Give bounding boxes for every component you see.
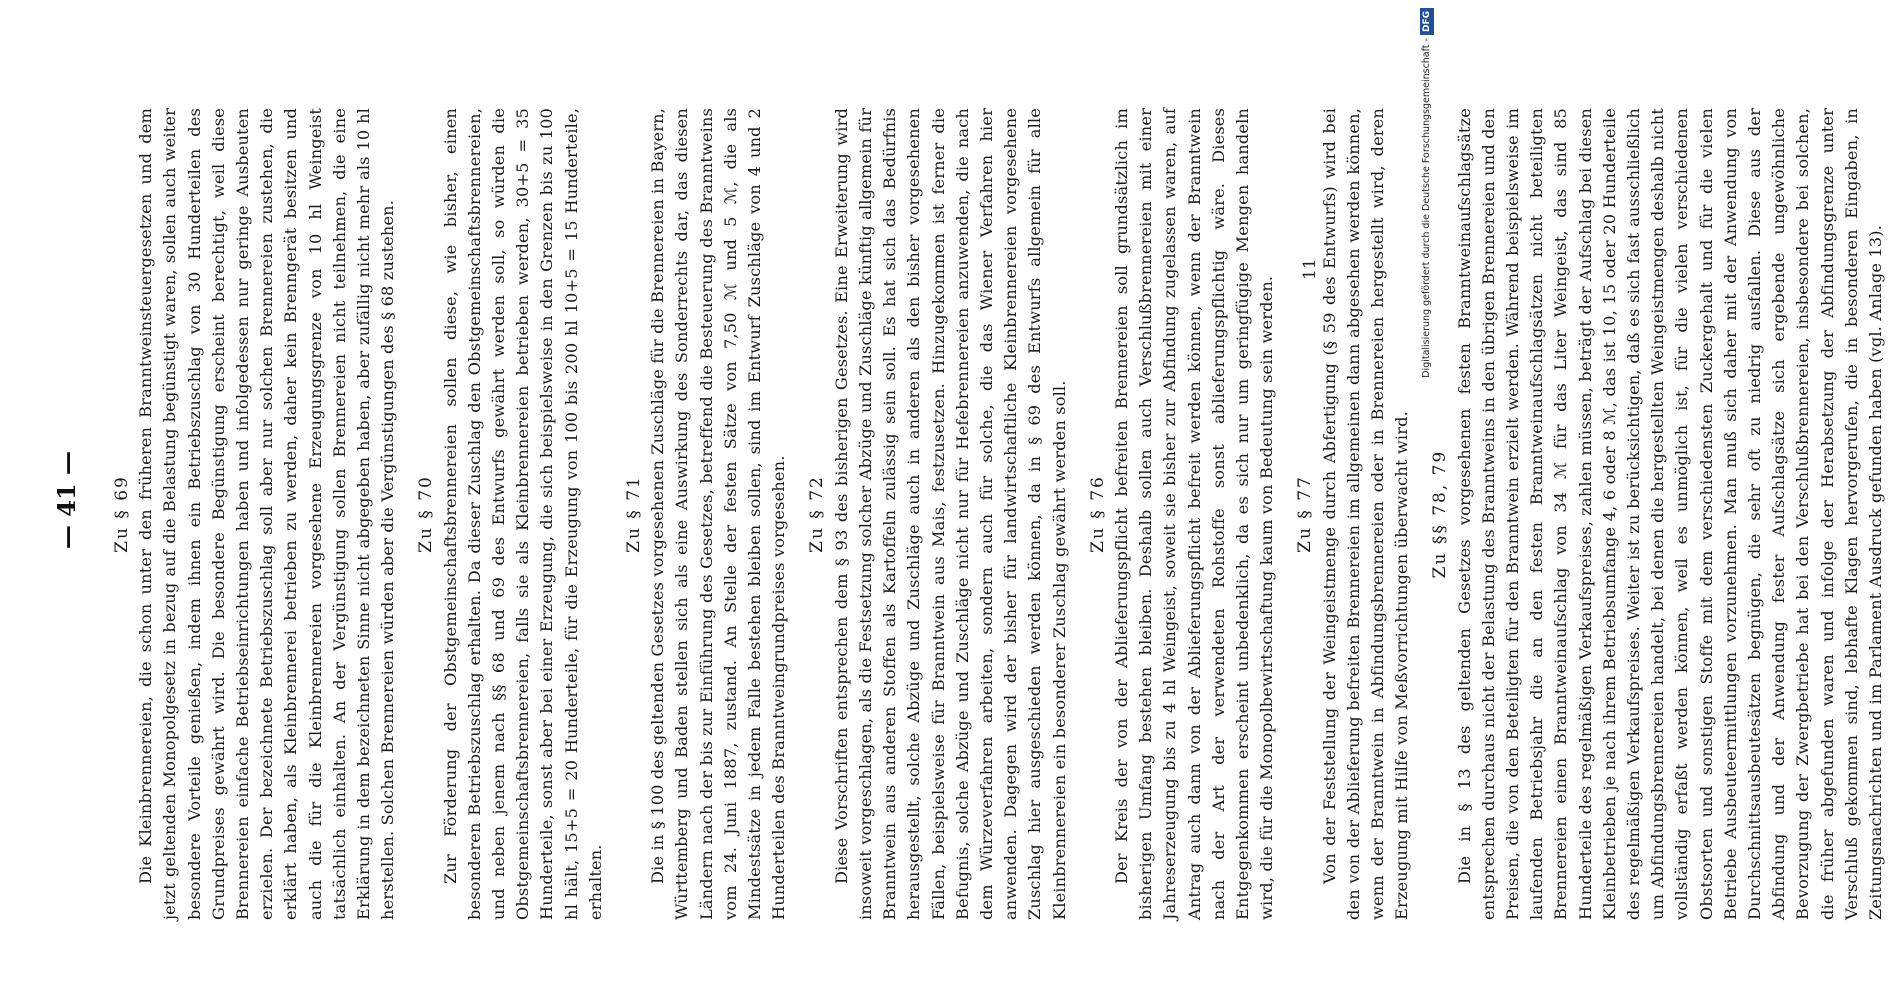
section-paragraph: Zur Förderung der Obstgemeinschaftsbrennereien sollen diese, wie bisher, einen besonderen Betriebszuschlag erhalten. Da dieser Zuschlag den Obstgemeinschaftsbrennereien, und neben jenem nach §§ 68 und 69 des Entwurfs gewährt werden soll, so würden die Obstgemeinschaftsbrennereien, falls sie als Kleinbrennereien betrieben werden, 30+5 = 35 Hunderteile, sonst aber bei einer Erzeugung, die sich beispielsweise in den Grenzen bis zu 100 hl hält, 15+5 = 20 Hunderteile, für die Erzeugung von 100 bis 200 hl 10+5 = 15 Hunderteile, erhalten. <box>440 108 605 920</box>
section-78-79 <box>1428 108 1888 920</box>
section-paragraph: Diese Vorschriften entsprechen dem § 93 des bisherigen Gesetzes. Eine Erweiterung wird insoweit vorgeschlagen, als die Festsetzung solcher Abzüge und Zuschläge künftig allgemein für Branntwein aus anderen Stoffen als Kartoffeln zulässig sein soll. Es hat sich das Bedürfnis herausgestellt, solche Abzüge und Zuschläge auch in anderen als den bisher vorgesehenen Fällen, beispielsweise für Branntwein aus Mais, festzusetzen. Hinzugekommen ist ferner die Befugnis, solche Abzüge und Zuschläge nicht nur für Hefebrennereien anzuwenden, die nach dem Würzeverfahren arbeiten, sondern auch für solche, die das Wiener Verfahren hier anwenden. Dagegen wird der bisher für landwirtschaftliche Kleinbrennereien vorgesehene Zuschlag hier ausgeschieden werden können, da in § 69 des Entwurfs allgemein für alle Kleinbrennereien ein besonderer Zuschlag gewährt werden soll. <box>831 108 1069 920</box>
section-heading: Zu § 71 <box>624 475 645 553</box>
section-77 <box>1293 108 1414 920</box>
section-paragraph: Die Kleinbrennereien, die schon unter den früheren Branntweinsteuergesetzen und dem jetzt geltenden Monopolgesetz in bezug auf die Belastung begünstigt waren, sollen auch weiter besondere Vorteile genießen, indem ihnen ein Betriebszuschlag von 30 Hunderteilen des Grundpreises gewährt wird. Die besondere Begünstigung erscheint berechtigt, weil diese Brennereien einfache Betriebseinrichtungen haben und infolgedessen nur geringe Ausbeuten erzielen. Der bezeichnete Betriebszuschlag soll aber nur solchen Brennereien zustehen, die erklärt haben, als Kleinbrennerei betrieben zu werden, daher kein Brenngerät besitzen und auch die für die Kleinbrennereien vorgesehene Erzeugungsgrenze von 10 hl Weingeist tatsächlich einhalten. An der Vergünstigung sollen Brennereien nicht teilnehmen, die eine Erklärung in dem bezeichneten Sinne nicht abgegeben haben, aber zufällig nicht mehr als 10 hl herstellen. Solchen Brennereien würden aber die Vergünstigungen des § 68 zustehen. <box>136 108 398 920</box>
document-body <box>100 108 1902 920</box>
dfg-logo: DFG <box>1420 8 1434 35</box>
section-paragraph: Der Kreis der von der Ablieferungspflicht befreiten Brennereien soll grundsätzlich im bisherigen Umfang bestehen bleiben. Deshalb sollen auch Verschlußbrennereien mit einer Jahreserzeugung bis zu 4 hl Weingeist, soweit sie bisher zur Abfindung zugelassen waren, auf Antrag auch dann von der Ablieferungspflicht befreit werden können, wenn der Branntwein nach der Art der verwendeten Rohstoffe sonst ablieferungspflichtig wäre. Dieses Entgegenkommen erscheint unbedenklich, da es sich nur um geringfügige Mengen handeln wird, die für die Monopolbewirtschaftung kaum von Bedeutung sein werden. <box>1111 108 1277 920</box>
section-heading: Zu §§ 78, 79 <box>1430 449 1451 579</box>
section-70 <box>414 108 608 920</box>
section-heading: Zu § 76 <box>1087 475 1108 553</box>
section-72 <box>805 108 1071 920</box>
section-76 <box>1086 108 1280 920</box>
section-paragraph: Die in § 100 des geltenden Gesetzes vorgesehenen Zuschläge für die Brennereien in Bayern, Württemberg und Baden stellen sich als eine Auswirkung des Sonderrechts dar, das diesen Ländern nach der bis zur Einführung des Gesetzes, betreffend die Besteuerung des Branntweins vom 24. Juni 1887, zustand. An Stelle der festen Sätze von 7,50 ℳ und 5 ℳ, die als Mindestsätze in jedem Falle bestehen bleiben sollen, sind im Entwurf Zuschläge von 4 und 2 Hunderteilen des Branntweingrundpreises vorgesehen. <box>648 108 789 920</box>
digitization-credit <box>1420 8 1434 408</box>
section-heading: Zu § 77 <box>1295 475 1316 553</box>
section-69 <box>110 108 400 920</box>
sheet-signature: 11 <box>1300 258 1320 280</box>
section-heading: Zu § 72 <box>807 475 828 553</box>
section-heading: Zu § 70 <box>416 475 437 553</box>
section-paragraph: Von der Feststellung der Weingeistmenge durch Abfertigung (§ 59 des Entwurfs) wird bei den von der Ablieferung befreiten Brennereien im allgemeinen dann abgesehen werden können, wenn der Branntwein in Abfindungsbrennereien oder in Brennereien hergestellt wird, deren Erzeugung mit Hilfe von Meßvorrichtungen überwacht wird. <box>1319 108 1412 920</box>
section-71 <box>622 108 791 920</box>
section-paragraph: Die in § 13 des geltenden Gesetzes vorgesehenen festen Branntweinaufschlagsätze entsprechen durchaus nicht der Belastung des Branntweins in den übrigen Brennereien und den Preisen, die von den Beteiligten für den Branntwein erzielt werden. Während beispielsweise im laufenden Betriebsjahr die an den festen Branntweinaufschlagsätzen nicht beteiligten Brennereien einen Branntweinaufschlag von 34 ℳ für das Liter Weingeist, das sind 85 Hunderteile des regelmäßigen Verkaufspreises, zahlen müssen, beträgt der Aufschlag bei diesen Kleinbetrieben je nach ihrem Betriebsumfange 4, 6 oder 8 ℳ, das ist 10, 15 oder 20 Hunderteile des regelmäßigen Verkaufspreises. Weiter ist zu berücksichtigen, daß es sich fast ausschließlich um Abfindungsbrennereien handelt, bei denen die hergestellten Weingeistmengen deshalb nicht vollständig erfaßt werden können, weil es unmöglich ist, für die vielen verschiedenen Obstsorten und sonstigen Stoffe mit dem verschiedensten Zuckergehalt und für die vielen Betriebe Ausbeuteermittlungen vorzunehmen. Man muß sich daher mit der Anwendung von Durchschnittsausbeutesätzen begnügen, die sehr oft zu niedrig ausfallen. Diese aus der Abfindung und der Anwendung fester Aufschlagsätze sich ergebende ungewöhnliche Bevorzugung der Zwergbetriebe hat bei den Verschlußbrennereien, insbesondere bei solchen, die früher abgefunden waren und infolge der Herabsetzung der Abfindungsgrenze unter Verschluß gekommen sind, lebhafte Klagen hervorgerufen, die in besonderen Eingaben, in Zeitungsnachrichten und im Parlament Ausdruck gefunden haben (vgl. Anlage 13). <box>1454 108 1886 920</box>
credit-text: Digitalisierung gefördert durch die Deutsche Forschungsgemeinschaft - <box>1421 38 1432 378</box>
page-number: — 41 — <box>52 450 81 550</box>
section-heading: Zu § 69 <box>112 475 132 553</box>
page-header <box>0 0 100 1000</box>
